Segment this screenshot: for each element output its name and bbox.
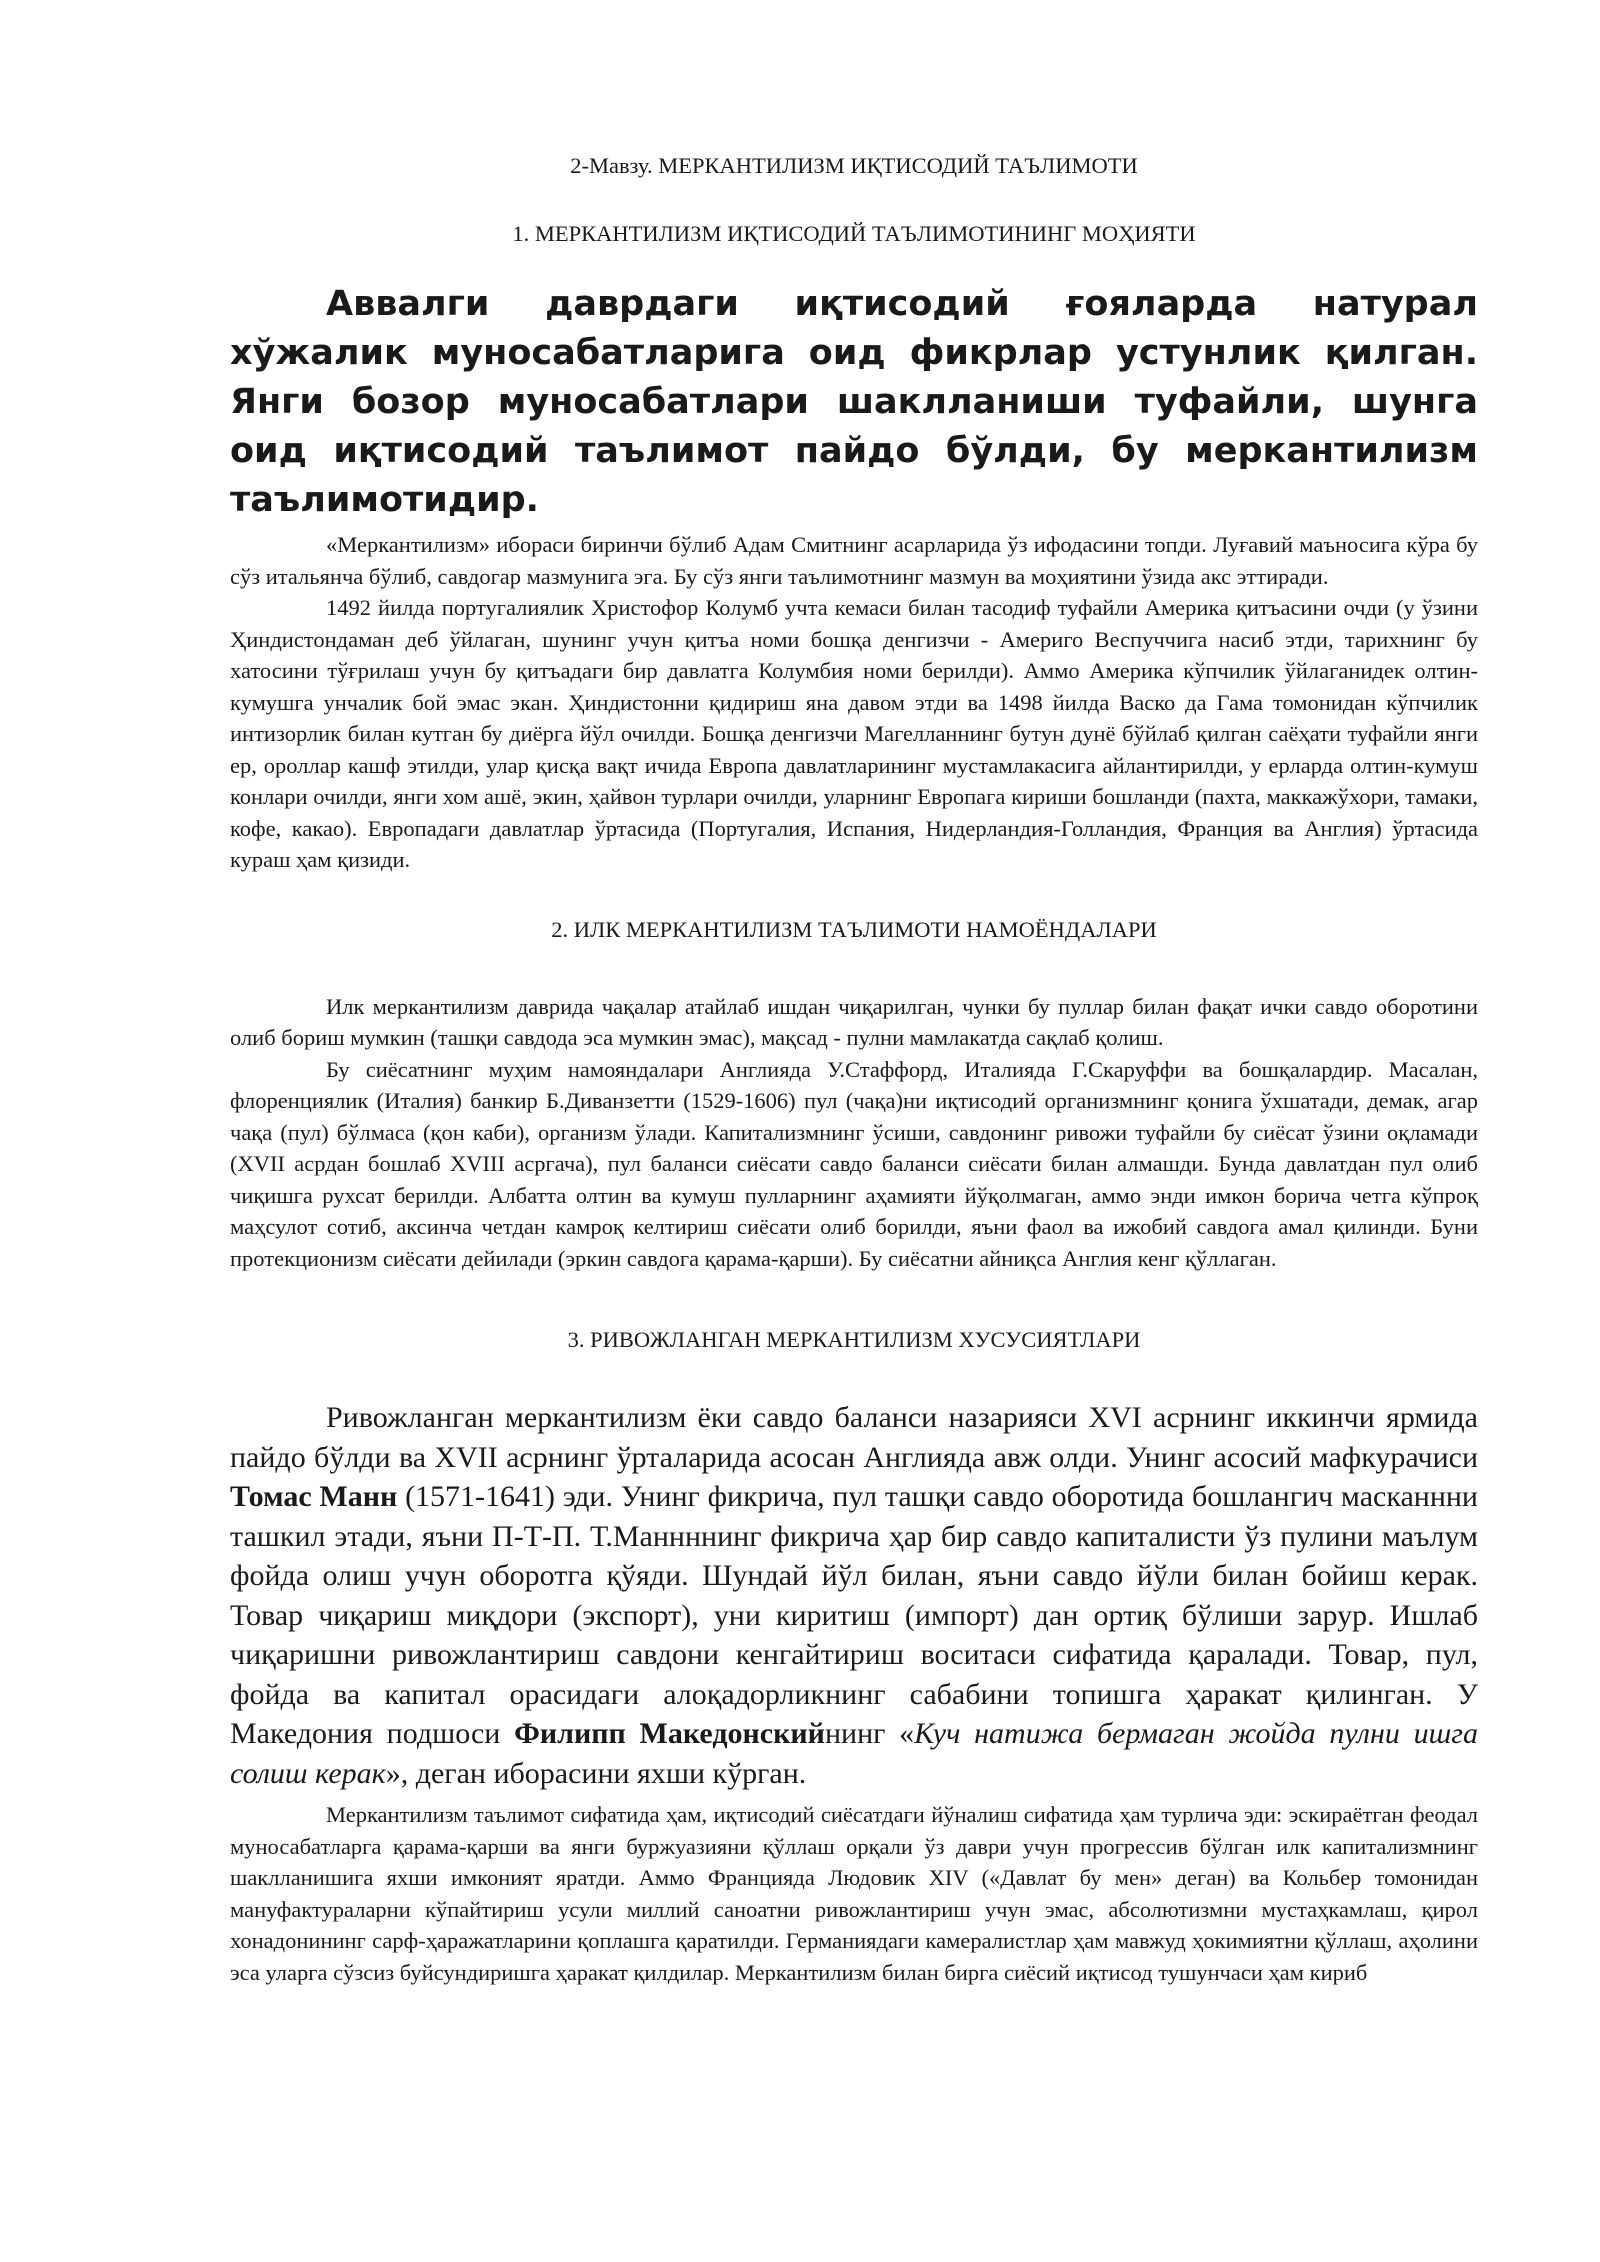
person-name-philip-macedon: Филипп Македонский xyxy=(514,1717,825,1750)
quote-text: Куч натижа бермаган жойда пулни ишга солиш керак xyxy=(230,1717,1478,1790)
section-2-heading: 2. ИЛК МЕРКАНТИЛИЗМ ТАЪЛИМОТИ НАМОЁНДАЛАРИ xyxy=(551,916,1157,942)
section-3-text-part-1: Ривожланган меркантилизм ёки савдо баланси назарияси XVI асрнинг иккинчи ярмида пайдо бўлди ва XVII асрнинг ўрталарида асосан Англияда авж олди. Унинг асосий мафкурачиси xyxy=(230,1401,1478,1474)
person-name-thomas-mun: Томас Манн xyxy=(230,1480,398,1513)
document-page xyxy=(230,140,1478,1988)
section-1-paragraph-2: 1492 йилда португалиялик Христофор Колумб учта кемаси билан тасодиф туфайли Америка қитъасини очди (у ўзини Ҳиндистондаман деб ўйлаган, шунинг учун қитъа номи бошқа денгизчи - Америго Веспуччига насиб этди, тарихнинг бу хатосини тўғрилаш учун бу қитъадаги бир давлатга Колумбия номи берилди). Аммо Америка кўпчилик ўйлаганидек олтин-кумушга унчалик бой эмас экан. Ҳиндистонни қидириш яна давом этди ва 1498 йилда Васко да Гама томонидан кўпчилик интизорлик билан кутган бу диёрга йўл очилди. Бошқа денгизчи Магелланнинг бутун дунё бўйлаб қилган саёҳати туфайли янги ер, ороллар кашф этилди, улар қисқа вақт ичида Европа давлатларининг мустамлакасига айлантирилди, у ерларда олтин-кумуш конлари очилди, янги хом ашё, экин, ҳайвон турлари очилди, уларнинг Европага кириши бошланди (пахта, маккажўхори, тамаки, кофе, какао). Европадаги давлатлар ўртасида (Португалия, Испания, Нидерландия-Голландия, Франция ва Англия) ўртасида кураш ҳам қизиди. xyxy=(230,595,1478,872)
section-2-paragraph-2: Бу сиёсатнинг муҳим намояндалари Англияда У.Стаффорд, Италияда Г.Скаруффи ва бошқалардир. Масалан, флоренциялик (Италия) банкир Б.Диванзетти (1529-1606) пул (чақа)ни иқтисодий организмнинг қонига ўхшатади, демак, агар чақа (пул) бўлмаса (қон каби), организм ўлади. Капитализмнинг ўсиши, савдонинг ривожи туфайли бу сиёсат ўзини оқламади (XVII асрдан бошлаб XVIII асргача), пул баланси сиёсати савдо баланси сиёсати билан алмашди. Бунда давлатдан пул олиб чиқишга рухсат берилди. Албатта олтин ва кумуш пулларнинг аҳамияти йўқолмаган, аммо энди имкон борича четга кўпроқ маҳсулот сотиб, аксинча четдан камроқ келтириш сиёсати олиб борилди, яъни фаол ва ижобий савдога амал қилинди. Буни протекционизм сиёсати дейилади (эркин савдога қарама-қарши). Бу сиёсатни айниқса Англия кенг қўллаган. xyxy=(230,1056,1478,1271)
section-3-text-part-2: (1571-1641) эди. Унинг фикрича, пул ташқи савдо оборотида бошлангич масканнни ташкил этади, яъни П-Т-П. Т.Маннннинг фикрича ҳар бир савдо капиталисти ўз пулини маълум фойда олиш учун оборотга қўяди. Шундай йўл билан, яъни савдо йўли билан бойиш керак. Товар чиқариш миқдори (экспорт), уни киритиш (импорт) дан ортиқ бўлиши зарур. Ишлаб чиқаришни ривожлантириш савдони кенгайтириш воситаси сифатида қаралади. Товар, пул, фойда ва капитал орасидаги алоқадорликнинг сабабини топишга ҳаракат қилинган. У Македония подшоси xyxy=(230,1480,1478,1750)
section-2-paragraph-1: Илк меркантилизм даврида чақалар атайлаб ишдан чиқарилган, чунки бу пуллар билан фақат ички савдо оборотини олиб бориш мумкин (ташқи савдода эса мумкин эмас), мақсад - пулни мамлакатда сақлаб қолиш. xyxy=(230,993,1478,1050)
section-1-paragraph-1: «Меркантилизм» ибораси биринчи бўлиб Адам Смитнинг асарларида ўз ифодасини топди. Луғавий маъносига кўра бу сўз итальянча бўлиб, савдогар мазмунига эга. Бу сўз янги таълимотнинг мазмун ва моҳиятини ўзида акс эттиради. xyxy=(230,532,1478,589)
section-3-text-part-4: », деган иборасини яхши кўрган. xyxy=(385,1756,807,1790)
section-3-text-part-3: нинг « xyxy=(824,1717,915,1750)
section-3-paragraph-2: Меркантилизм таълимот сифатида ҳам, иқтисодий сиёсатдаги йўналиш сифатида ҳам турлича эди: эскираётган феодал муносабатларга қарама-қарши ва янги буржуазияни қўллаш орқали ўз даври учун прогрессив бўлган илк капитализмнинг шаклланишига яхши имконият яратди. Аммо Францияда Людовик XIV («Давлат бу мен» деган) ва Кольбер томонидан мануфактураларни кўпайтириш усули миллий саноатни ривожлантириш учун эмас, абсолютизмни мустаҳкамлаш, қирол хонадонининг сарф-ҳаражатларини қоплашга қаратилди. Германиядаги камералистлар ҳам мавжуд ҳокимиятни қўллаш, аҳолини эса уларга сўзсиз буйсундиришга ҳаракат қилдилар. Меркантилизм билан бирга сиёсий иқтисод тушунчаси ҳам кириб xyxy=(230,1802,1478,1985)
section-3-paragraph-1 xyxy=(230,1398,1478,1793)
section-3-heading: 3. РИВОЖЛАНГАН МЕРКАНТИЛИЗМ ХУСУСИЯТЛАРИ xyxy=(567,1327,1141,1352)
section-1-heading: 1. МЕРКАНТИЛИЗМ ИҚТИСОДИЙ ТАЪЛИМОТИНИНГ МОҲИЯТИ xyxy=(512,221,1196,246)
lead-paragraph: Аввалги даврдаги иқтисодий ғояларда натурал хўжалик муносабатларига оид фикрлар устунлик қилган. Янги бозор муносабатлари шаклланиши туфайли, шунга оид иқтисодий таълимот пайдо бўлди, бу меркантилизм таълимотидир. xyxy=(230,284,1478,520)
document-title: 2-Мавзу. МЕРКАНТИЛИЗМ ИҚТИСОДИЙ ТАЪЛИМОТИ xyxy=(570,153,1138,178)
